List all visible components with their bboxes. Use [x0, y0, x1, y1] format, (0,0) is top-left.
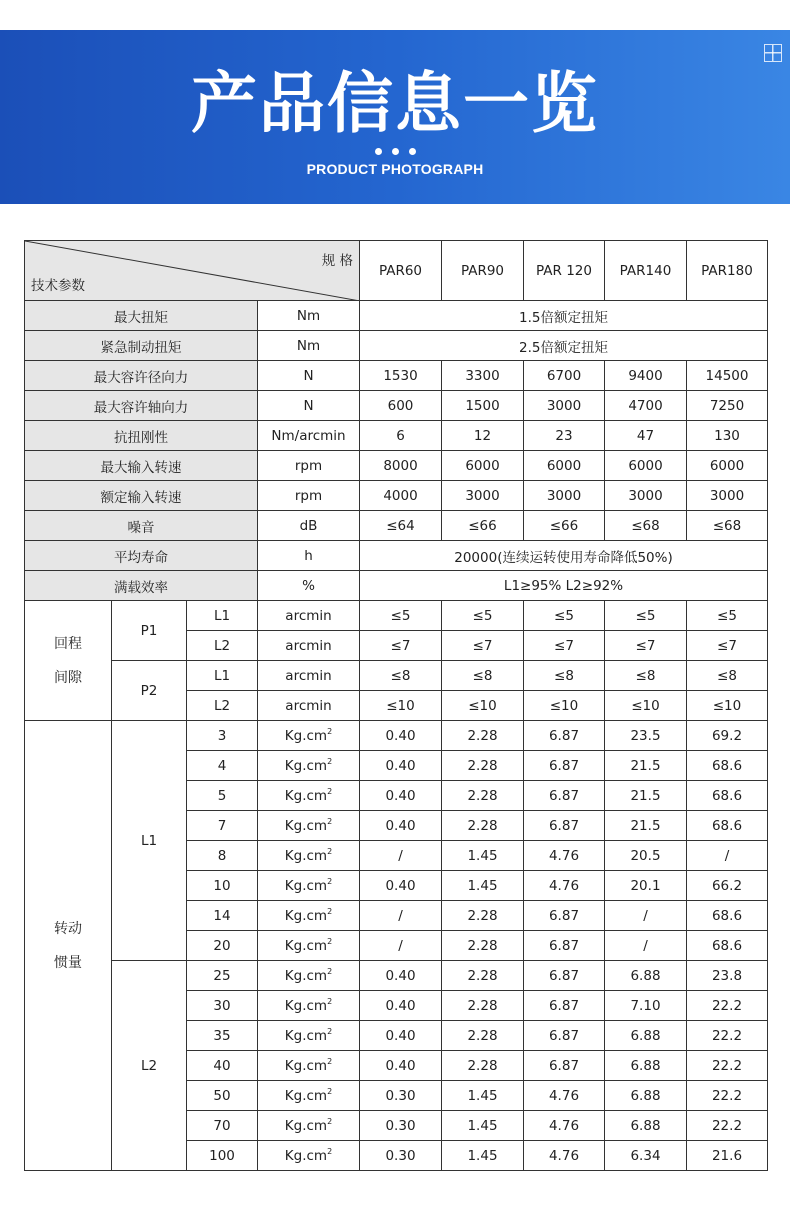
decorative-dots: [0, 140, 790, 159]
value-cell: 7250: [687, 391, 768, 421]
value-cell: ≤68: [605, 511, 687, 541]
value-cell: 23.5: [605, 721, 687, 751]
value-cell: 66.2: [687, 871, 768, 901]
value-cell: 3000: [442, 481, 524, 511]
unit-base: Kg.cm: [284, 1058, 328, 1074]
value-cell: 0.40: [360, 1051, 442, 1081]
unit-cell: [258, 1051, 360, 1081]
unit-cell: [258, 991, 360, 1021]
banner: [0, 30, 790, 204]
ratio-cell: 14: [187, 901, 258, 931]
value-cell: 2.28: [442, 721, 524, 751]
value-cell: 6.88: [605, 961, 687, 991]
value-cell: 9400: [605, 361, 687, 391]
unit-base: Kg.cm: [284, 938, 328, 954]
value-cell: 0.40: [360, 871, 442, 901]
value-cell: 68.6: [687, 901, 768, 931]
param-row: [25, 421, 768, 451]
value-cell: 130: [687, 421, 768, 451]
unit-cell: arcmin: [258, 601, 360, 631]
inertia-row: [25, 961, 768, 991]
unit-base: Kg.cm: [284, 818, 328, 834]
ratio-cell: 5: [187, 781, 258, 811]
unit-base: Kg.cm: [284, 1088, 328, 1104]
value-cell: 12: [442, 421, 524, 451]
value-cell: 2.28: [442, 901, 524, 931]
unit-exponent: 2: [327, 757, 333, 766]
value-cell: 6000: [442, 451, 524, 481]
value-cell: ≤10: [687, 691, 768, 721]
header-param-label: 技术参数: [31, 278, 85, 294]
unit-cell: dB: [258, 511, 360, 541]
inertia-label-line1: 转动: [54, 920, 82, 937]
param-label-cell: 最大扭矩: [25, 301, 258, 331]
value-cell: 2.28: [442, 751, 524, 781]
value-cell: 6.87: [524, 1021, 605, 1051]
value-cell: 6.87: [524, 751, 605, 781]
value-cell: 3000: [687, 481, 768, 511]
model-header-cell: PAR 120: [524, 241, 605, 301]
value-cell: 22.2: [687, 991, 768, 1021]
backlash-row: [25, 661, 768, 691]
param-label-cell: 最大容许轴向力: [25, 391, 258, 421]
value-cell: /: [360, 901, 442, 931]
inertia-label-line2: 惯量: [54, 954, 82, 971]
value-cell: 0.40: [360, 811, 442, 841]
page-title: 产品信息一览: [191, 65, 599, 142]
value-cell: ≤5: [360, 601, 442, 631]
value-cell: ≤8: [524, 661, 605, 691]
value-cell: 7.10: [605, 991, 687, 1021]
unit-cell: %: [258, 571, 360, 601]
unit-base: Kg.cm: [284, 878, 328, 894]
merged-value-cell: L1≥95% L2≥92%: [360, 571, 768, 601]
value-cell: 6.87: [524, 811, 605, 841]
unit-cell: [258, 901, 360, 931]
param-row: [25, 331, 768, 361]
ratio-cell: 25: [187, 961, 258, 991]
unit-exponent: 2: [327, 907, 333, 916]
unit-cell: rpm: [258, 451, 360, 481]
param-row: [25, 541, 768, 571]
unit-base: Kg.cm: [284, 728, 328, 744]
ratio-cell: 40: [187, 1051, 258, 1081]
value-cell: 0.40: [360, 961, 442, 991]
value-cell: 3300: [442, 361, 524, 391]
value-cell: ≤68: [687, 511, 768, 541]
unit-cell: arcmin: [258, 691, 360, 721]
value-cell: 6.34: [605, 1141, 687, 1171]
value-cell: ≤8: [360, 661, 442, 691]
merged-value-cell: 2.5倍额定扭矩: [360, 331, 768, 361]
value-cell: 3000: [605, 481, 687, 511]
value-cell: 20.1: [605, 871, 687, 901]
value-cell: 2.28: [442, 781, 524, 811]
param-label-cell: 抗扭刚性: [25, 421, 258, 451]
value-cell: ≤7: [442, 631, 524, 661]
param-row: [25, 301, 768, 331]
value-cell: 6700: [524, 361, 605, 391]
value-cell: ≤5: [524, 601, 605, 631]
param-row: [25, 481, 768, 511]
value-cell: 20.5: [605, 841, 687, 871]
unit-base: Kg.cm: [284, 788, 328, 804]
unit-cell: [258, 1081, 360, 1111]
ratio-cell: 7: [187, 811, 258, 841]
unit-cell: Nm: [258, 331, 360, 361]
value-cell: ≤66: [442, 511, 524, 541]
value-cell: 4.76: [524, 871, 605, 901]
value-cell: 0.40: [360, 781, 442, 811]
diagonal-header-cell: [25, 241, 360, 301]
ratio-cell: 20: [187, 931, 258, 961]
value-cell: 6.88: [605, 1111, 687, 1141]
value-cell: 4.76: [524, 841, 605, 871]
value-cell: 0.40: [360, 751, 442, 781]
value-cell: 1.45: [442, 1141, 524, 1171]
unit-cell: [258, 1021, 360, 1051]
unit-exponent: 2: [327, 937, 333, 946]
value-cell: /: [360, 931, 442, 961]
ratio-cell: 70: [187, 1111, 258, 1141]
param-label-cell: 最大输入转速: [25, 451, 258, 481]
ratio-cell: 10: [187, 871, 258, 901]
value-cell: ≤64: [360, 511, 442, 541]
page-subtitle: PRODUCT PHOTOGRAPH: [306, 161, 484, 177]
value-cell: 0.40: [360, 1021, 442, 1051]
value-cell: 0.40: [360, 721, 442, 751]
merged-value-cell: 1.5倍额定扭矩: [360, 301, 768, 331]
unit-exponent: 2: [327, 787, 333, 796]
unit-base: Kg.cm: [284, 1148, 328, 1164]
unit-exponent: 2: [327, 1057, 333, 1066]
value-cell: 2.28: [442, 1021, 524, 1051]
unit-exponent: 2: [327, 1117, 333, 1126]
value-cell: 0.30: [360, 1111, 442, 1141]
precision-class-cell: P1: [112, 601, 187, 661]
unit-exponent: 2: [327, 727, 333, 736]
value-cell: /: [687, 841, 768, 871]
param-row: [25, 571, 768, 601]
value-cell: 1500: [442, 391, 524, 421]
ratio-cell: 35: [187, 1021, 258, 1051]
backlash-label-line1: 回程: [54, 635, 82, 652]
merged-value-cell: 20000(连续运转使用寿命降低50%): [360, 541, 768, 571]
value-cell: 2.28: [442, 991, 524, 1021]
value-cell: 3000: [524, 391, 605, 421]
unit-cell: rpm: [258, 481, 360, 511]
param-row: [25, 361, 768, 391]
unit-base: Kg.cm: [284, 758, 328, 774]
value-cell: 22.2: [687, 1021, 768, 1051]
unit-exponent: 2: [327, 1027, 333, 1036]
value-cell: 6.87: [524, 961, 605, 991]
value-cell: /: [360, 841, 442, 871]
value-cell: 6000: [524, 451, 605, 481]
unit-cell: [258, 841, 360, 871]
unit-cell: [258, 1111, 360, 1141]
value-cell: 14500: [687, 361, 768, 391]
unit-exponent: 2: [327, 967, 333, 976]
value-cell: 23: [524, 421, 605, 451]
unit-cell: N: [258, 391, 360, 421]
value-cell: ≤8: [605, 661, 687, 691]
value-cell: 6.87: [524, 781, 605, 811]
param-label-cell: 最大容许径向力: [25, 361, 258, 391]
value-cell: 6.87: [524, 721, 605, 751]
value-cell: ≤7: [687, 631, 768, 661]
unit-base: Kg.cm: [284, 848, 328, 864]
value-cell: 4700: [605, 391, 687, 421]
unit-cell: [258, 811, 360, 841]
value-cell: ≤10: [442, 691, 524, 721]
ratio-cell: 50: [187, 1081, 258, 1111]
value-cell: 21.6: [687, 1141, 768, 1171]
unit-exponent: 2: [327, 997, 333, 1006]
value-cell: 2.28: [442, 1051, 524, 1081]
param-label-cell: 平均寿命: [25, 541, 258, 571]
value-cell: 6.88: [605, 1021, 687, 1051]
unit-cell: arcmin: [258, 661, 360, 691]
param-row: [25, 451, 768, 481]
value-cell: ≤7: [524, 631, 605, 661]
value-cell: 8000: [360, 451, 442, 481]
unit-exponent: 2: [327, 1087, 333, 1096]
value-cell: 2.28: [442, 961, 524, 991]
value-cell: ≤8: [687, 661, 768, 691]
value-cell: 22.2: [687, 1051, 768, 1081]
value-cell: ≤7: [605, 631, 687, 661]
stage-cell: L2: [187, 691, 258, 721]
value-cell: 21.5: [605, 811, 687, 841]
unit-base: Kg.cm: [284, 1118, 328, 1134]
unit-base: Kg.cm: [284, 998, 328, 1014]
value-cell: /: [605, 901, 687, 931]
value-cell: 6.87: [524, 991, 605, 1021]
value-cell: 0.40: [360, 991, 442, 1021]
inertia-group-label: [25, 721, 112, 1171]
value-cell: 4.76: [524, 1111, 605, 1141]
value-cell: ≤10: [360, 691, 442, 721]
value-cell: 1.45: [442, 1111, 524, 1141]
stage-group-cell: L1: [112, 721, 187, 961]
param-label-cell: 噪音: [25, 511, 258, 541]
header-spec-label: 规 格: [321, 253, 353, 269]
value-cell: ≤10: [605, 691, 687, 721]
unit-cell: [258, 751, 360, 781]
backlash-group-label: [25, 601, 112, 721]
value-cell: 6.88: [605, 1051, 687, 1081]
ratio-cell: 3: [187, 721, 258, 751]
value-cell: 68.6: [687, 931, 768, 961]
ratio-cell: 4: [187, 751, 258, 781]
value-cell: 0.30: [360, 1081, 442, 1111]
param-row: [25, 511, 768, 541]
value-cell: 68.6: [687, 751, 768, 781]
value-cell: 6000: [687, 451, 768, 481]
model-header-cell: PAR90: [442, 241, 524, 301]
stage-cell: L2: [187, 631, 258, 661]
value-cell: 6: [360, 421, 442, 451]
value-cell: 2.28: [442, 931, 524, 961]
ratio-cell: 30: [187, 991, 258, 1021]
stage-cell: L1: [187, 661, 258, 691]
value-cell: 6.87: [524, 901, 605, 931]
dot-icon: [392, 148, 399, 155]
unit-base: Kg.cm: [284, 968, 328, 984]
value-cell: 1.45: [442, 1081, 524, 1111]
unit-cell: [258, 961, 360, 991]
unit-exponent: 2: [327, 817, 333, 826]
backlash-label-line2: 间隙: [54, 669, 82, 686]
value-cell: 6.87: [524, 1051, 605, 1081]
param-label-cell: 满载效率: [25, 571, 258, 601]
table-header-row: [25, 241, 768, 301]
model-header-cell: PAR140: [605, 241, 687, 301]
inertia-row: [25, 721, 768, 751]
value-cell: ≤5: [605, 601, 687, 631]
dot-icon: [375, 148, 382, 155]
value-cell: 4.76: [524, 1081, 605, 1111]
value-cell: 6.87: [524, 931, 605, 961]
unit-cell: h: [258, 541, 360, 571]
value-cell: 22.2: [687, 1081, 768, 1111]
value-cell: ≤66: [524, 511, 605, 541]
unit-exponent: 2: [327, 847, 333, 856]
stage-group-cell: L2: [112, 961, 187, 1171]
spec-table: [24, 240, 768, 1171]
unit-cell: [258, 871, 360, 901]
model-header-cell: PAR180: [687, 241, 768, 301]
dot-icon: [409, 148, 416, 155]
value-cell: 4.76: [524, 1141, 605, 1171]
value-cell: /: [605, 931, 687, 961]
stage-cell: L1: [187, 601, 258, 631]
value-cell: ≤5: [442, 601, 524, 631]
value-cell: ≤10: [524, 691, 605, 721]
value-cell: ≤8: [442, 661, 524, 691]
unit-base: Kg.cm: [284, 1028, 328, 1044]
value-cell: 68.6: [687, 781, 768, 811]
param-row: [25, 391, 768, 421]
model-header-cell: PAR60: [360, 241, 442, 301]
value-cell: 1530: [360, 361, 442, 391]
value-cell: 23.8: [687, 961, 768, 991]
unit-cell: [258, 931, 360, 961]
unit-exponent: 2: [327, 877, 333, 886]
unit-cell: arcmin: [258, 631, 360, 661]
unit-exponent: 2: [327, 1147, 333, 1156]
value-cell: ≤7: [360, 631, 442, 661]
value-cell: 1.45: [442, 841, 524, 871]
value-cell: 1.45: [442, 871, 524, 901]
value-cell: 600: [360, 391, 442, 421]
value-cell: 21.5: [605, 751, 687, 781]
value-cell: ≤5: [687, 601, 768, 631]
value-cell: 0.30: [360, 1141, 442, 1171]
value-cell: 68.6: [687, 811, 768, 841]
value-cell: 3000: [524, 481, 605, 511]
unit-cell: [258, 721, 360, 751]
value-cell: 69.2: [687, 721, 768, 751]
param-label-cell: 额定输入转速: [25, 481, 258, 511]
unit-cell: [258, 1141, 360, 1171]
value-cell: 22.2: [687, 1111, 768, 1141]
value-cell: 2.28: [442, 811, 524, 841]
value-cell: 6000: [605, 451, 687, 481]
unit-base: Kg.cm: [284, 908, 328, 924]
value-cell: 21.5: [605, 781, 687, 811]
value-cell: 6.88: [605, 1081, 687, 1111]
unit-cell: [258, 781, 360, 811]
unit-cell: Nm/arcmin: [258, 421, 360, 451]
unit-cell: Nm: [258, 301, 360, 331]
backlash-row: [25, 601, 768, 631]
ratio-cell: 8: [187, 841, 258, 871]
precision-class-cell: P2: [112, 661, 187, 721]
unit-cell: N: [258, 361, 360, 391]
ratio-cell: 100: [187, 1141, 258, 1171]
value-cell: 4000: [360, 481, 442, 511]
value-cell: 47: [605, 421, 687, 451]
param-label-cell: 紧急制动扭矩: [25, 331, 258, 361]
